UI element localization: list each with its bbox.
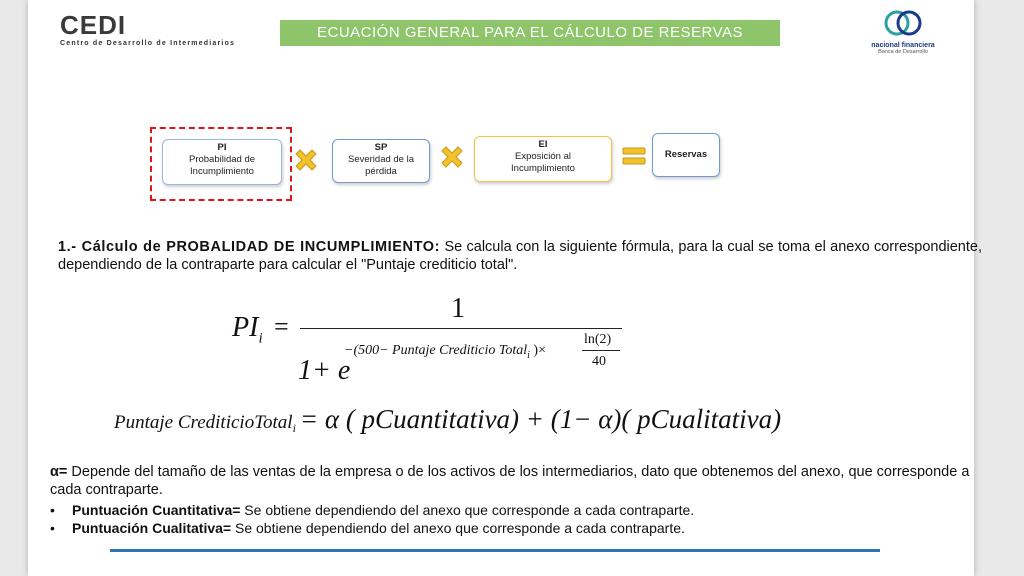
formula1-lhs-sub: i (258, 330, 263, 347)
box-ei (474, 136, 612, 182)
formula1-denominator: 1+ e (298, 355, 351, 386)
formula1-numerator: 1 (451, 293, 465, 324)
formula2 (114, 404, 781, 436)
box-sp (332, 139, 430, 183)
alpha-text: Depende del tamaño de las ventas de la empresa o de los activos de los intermediarios, dato que obtenemos del anexo, que corresponde a cada contraparte. (50, 464, 970, 498)
slide-title: ECUACIÓN GENERAL PARA EL CÁLCULO DE RESERVAS (280, 20, 780, 46)
box-sp-code: SP (374, 142, 388, 153)
bullet-dot-icon: • (50, 520, 55, 536)
box-sp-label: Severidad de la pérdida (347, 154, 415, 177)
times-icon (292, 146, 320, 174)
times-icon-2 (438, 143, 466, 171)
bullet-item-cuantitativa (50, 501, 980, 519)
box-ei-code: EI (538, 139, 548, 150)
nafin-emblem-icon (883, 10, 923, 36)
box-pi-code: PI (217, 142, 227, 153)
bullet-label: Puntuación Cuantitativa= (72, 502, 241, 518)
section-paragraph (58, 238, 982, 274)
formula1-exponent (344, 343, 546, 361)
formula1-equals: = (274, 312, 289, 341)
box-pi (162, 139, 282, 185)
exponent-sub: i (527, 349, 530, 361)
footer-rule (110, 549, 880, 552)
formula1-fraction-line (300, 328, 622, 329)
partner-name: nacional financiera (871, 42, 935, 49)
exponent-fraction-den: 40 (592, 354, 606, 369)
box-reservas-label: Reservas (664, 149, 708, 160)
alpha-symbol: α= (50, 464, 68, 480)
bullet-list (50, 501, 980, 537)
exponent-text: −(500− Puntaje Crediticio Total (344, 343, 528, 358)
formula1-lhs (232, 312, 263, 348)
exponent-fraction-line (582, 350, 620, 351)
section-body: Se calcula con la siguiente fórmula, para la cual se toma el anexo correspondiente, dependiendo de la contraparte para calcular el "Puntaje crediticio total". (58, 239, 982, 273)
logo-main: CEDI (60, 10, 127, 40)
box-pi-label: Probabilidad de Incumplimiento (188, 154, 256, 177)
partner-sub: Banca de Desarrollo (878, 49, 928, 55)
exponent-tail: )× (529, 343, 546, 358)
formula2-lhs: Puntaje CrediticioTotal (114, 412, 293, 433)
equals-icon (622, 146, 646, 166)
formula1-lhs-text: PI (232, 312, 259, 343)
formula2-lhs-sub: i (292, 421, 296, 436)
section-heading: 1.- Cálculo de PROBALIDAD DE INCUMPLIMIENTO: (58, 239, 441, 255)
alpha-note (50, 463, 980, 499)
nafin-logo (858, 10, 948, 55)
bullet-text: Se obtiene dependiendo del anexo que corresponde a cada contraparte. (231, 520, 685, 536)
bullet-dot-icon: • (50, 502, 55, 518)
formula2-rhs: = α ( pCuantitativa) + (1− α)( pCualitativa) (299, 404, 782, 434)
box-reservas (652, 133, 720, 177)
logo-subtitle: Centro de Desarrollo de Intermediarios (60, 40, 236, 47)
cedi-logo (60, 12, 235, 47)
bullet-label: Puntuación Cualitativa= (72, 520, 232, 536)
bullet-text: Se obtiene dependiendo del anexo que corresponde a cada contraparte. (240, 502, 695, 518)
box-ei-label: Exposición al Incumplimiento (511, 151, 575, 174)
bullet-item-cualitativa (50, 519, 980, 537)
exponent-fraction-num: ln(2) (584, 332, 612, 347)
